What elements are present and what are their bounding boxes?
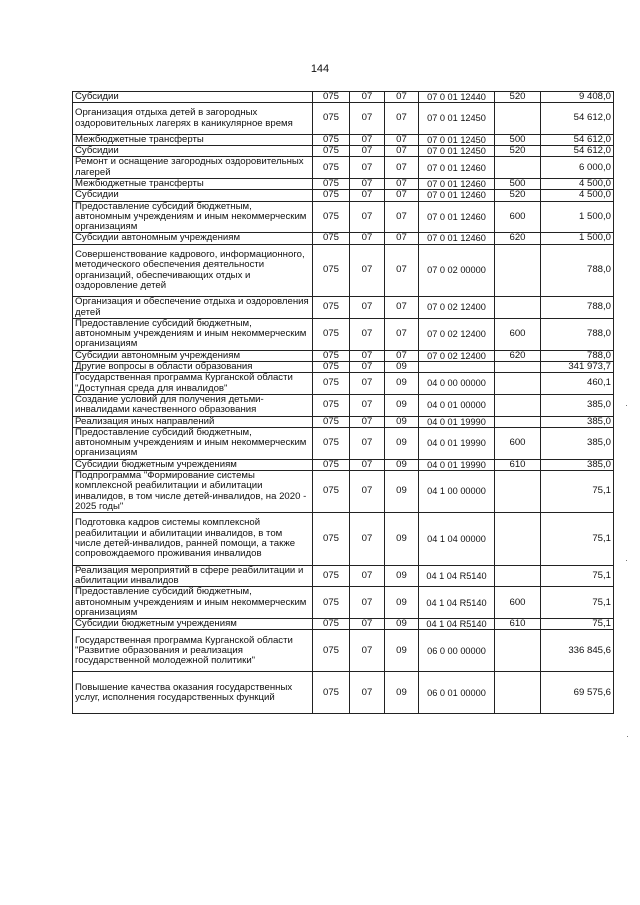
row-ved-cell: 075	[313, 672, 350, 714]
row-pr-cell: 07	[385, 134, 419, 145]
row-pr-cell: 07	[385, 318, 419, 350]
row-pr-cell: 09	[385, 459, 419, 470]
row-sum-cell: 1 500,0	[541, 233, 614, 244]
row-csr-cell: 07 0 01 12440	[419, 92, 495, 103]
row-name-cell: Субсидии	[73, 146, 313, 157]
row-rz-cell: 07	[350, 178, 385, 189]
row-vr-cell	[495, 157, 541, 179]
row-csr-cell: 07 0 02 12400	[419, 318, 495, 350]
row-pr-cell: 07	[385, 103, 419, 135]
row-ved-cell: 075	[313, 630, 350, 672]
row-csr-cell: 07 0 01 12460	[419, 157, 495, 179]
row-sum-cell: 385,0	[541, 394, 614, 416]
scan-speck	[627, 736, 628, 737]
row-csr-cell: 04 1 04 R5140	[419, 619, 495, 630]
row-pr-cell: 07	[385, 157, 419, 179]
row-name-cell: Другие вопросы в области образования	[73, 362, 313, 373]
row-sum-cell: 1 500,0	[541, 201, 614, 233]
row-pr-cell: 09	[385, 427, 419, 459]
row-sum-cell: 54 612,0	[541, 103, 614, 135]
row-csr-cell: 07 0 02 12400	[419, 297, 495, 319]
row-name-cell: Реализация иных направлений	[73, 416, 313, 427]
row-rz-cell: 07	[350, 373, 385, 395]
row-name-cell: Предоставление субсидий бюджетным, автономным учреждениям и иным некоммерческим организациям	[73, 318, 313, 350]
row-rz-cell: 07	[350, 416, 385, 427]
row-vr-cell	[495, 471, 541, 513]
row-name-cell: Субсидии	[73, 92, 313, 103]
table-row	[73, 513, 614, 566]
row-ved-cell: 075	[313, 350, 350, 361]
row-name-cell: Создание условий для получения детьми-инвалидами качественного образования	[73, 394, 313, 416]
row-sum-cell: 460,1	[541, 373, 614, 395]
row-ved-cell: 075	[313, 619, 350, 630]
row-vr-cell	[495, 513, 541, 566]
row-csr-cell: 07 0 01 12460	[419, 190, 495, 201]
row-vr-cell	[495, 297, 541, 319]
row-vr-cell: 520	[495, 92, 541, 103]
row-rz-cell: 07	[350, 146, 385, 157]
row-sum-cell: 6 000,0	[541, 157, 614, 179]
table-row	[73, 350, 614, 361]
row-name-cell: Субсидии бюджетным учреждениям	[73, 459, 313, 470]
row-pr-cell: 09	[385, 630, 419, 672]
row-csr-cell: 04 0 00 00000	[419, 373, 495, 395]
table-row	[73, 427, 614, 459]
table-row	[73, 362, 614, 373]
row-vr-cell	[495, 244, 541, 297]
row-name-cell: Субсидии автономным учреждениям	[73, 233, 313, 244]
row-vr-cell: 500	[495, 134, 541, 145]
row-pr-cell: 09	[385, 672, 419, 714]
row-vr-cell	[495, 672, 541, 714]
row-name-cell: Совершенствование кадрового, информационного, методического обеспечения деятельности организаций, обеспечивающих отдых и оздоровление детей	[73, 244, 313, 297]
table-row	[73, 318, 614, 350]
row-sum-cell: 788,0	[541, 244, 614, 297]
scan-speck	[626, 560, 627, 561]
row-pr-cell: 07	[385, 233, 419, 244]
row-csr-cell: 06 0 00 00000	[419, 630, 495, 672]
table-row	[73, 146, 614, 157]
row-ved-cell: 075	[313, 201, 350, 233]
row-pr-cell: 07	[385, 350, 419, 361]
row-vr-cell: 620	[495, 233, 541, 244]
row-name-cell: Предоставление субсидий бюджетным, автономным учреждениям и иным некоммерческим организациям	[73, 587, 313, 619]
row-vr-cell: 600	[495, 587, 541, 619]
row-name-cell: Субсидии автономным учреждениям	[73, 350, 313, 361]
row-sum-cell: 9 408,0	[541, 92, 614, 103]
row-rz-cell: 07	[350, 103, 385, 135]
row-sum-cell: 75,1	[541, 471, 614, 513]
row-ved-cell: 075	[313, 362, 350, 373]
row-rz-cell: 07	[350, 619, 385, 630]
row-name-cell: Организация отдыха детей в загородных оздоровительных лагерях в каникулярное время	[73, 103, 313, 135]
row-pr-cell: 09	[385, 362, 419, 373]
row-ved-cell: 075	[313, 565, 350, 587]
table-row	[73, 190, 614, 201]
row-csr-cell: 07 0 01 12460	[419, 201, 495, 233]
row-sum-cell: 75,1	[541, 513, 614, 566]
row-csr-cell: 07 0 02 12400	[419, 350, 495, 361]
table-row	[73, 134, 614, 145]
row-name-cell: Ремонт и оснащение загородных оздоровительных лагерей	[73, 157, 313, 179]
row-rz-cell: 07	[350, 587, 385, 619]
row-vr-cell: 610	[495, 619, 541, 630]
row-csr-cell: 04 1 04 R5140	[419, 587, 495, 619]
row-sum-cell: 54 612,0	[541, 146, 614, 157]
row-name-cell: Организация и обеспечение отдыха и оздоровления детей	[73, 297, 313, 319]
row-ved-cell: 075	[313, 513, 350, 566]
row-vr-cell	[495, 362, 541, 373]
row-sum-cell: 385,0	[541, 459, 614, 470]
row-rz-cell: 07	[350, 92, 385, 103]
row-sum-cell: 385,0	[541, 427, 614, 459]
budget-table-body	[73, 92, 614, 714]
row-vr-cell: 610	[495, 459, 541, 470]
row-csr-cell: 04 0 01 19990	[419, 427, 495, 459]
row-name-cell: Предоставление субсидий бюджетным, автономным учреждениям и иным некоммерческим организациям	[73, 427, 313, 459]
row-name-cell: Государственная программа Курганской области "Доступная среда для инвалидов"	[73, 373, 313, 395]
row-pr-cell: 09	[385, 587, 419, 619]
row-rz-cell: 07	[350, 157, 385, 179]
row-pr-cell: 09	[385, 416, 419, 427]
scan-speck	[626, 405, 627, 406]
row-csr-cell: 04 0 01 00000	[419, 394, 495, 416]
table-row	[73, 619, 614, 630]
row-name-cell: Межбюджетные трансферты	[73, 178, 313, 189]
row-ved-cell: 075	[313, 394, 350, 416]
row-sum-cell: 788,0	[541, 350, 614, 361]
row-csr-cell: 07 0 01 12450	[419, 103, 495, 135]
row-ved-cell: 075	[313, 92, 350, 103]
row-ved-cell: 075	[313, 103, 350, 135]
row-sum-cell: 788,0	[541, 318, 614, 350]
row-pr-cell: 09	[385, 565, 419, 587]
row-vr-cell: 600	[495, 427, 541, 459]
table-row	[73, 157, 614, 179]
table-row	[73, 416, 614, 427]
row-pr-cell: 07	[385, 92, 419, 103]
table-row	[73, 565, 614, 587]
row-sum-cell: 69 575,6	[541, 672, 614, 714]
row-sum-cell: 75,1	[541, 587, 614, 619]
row-vr-cell: 620	[495, 350, 541, 361]
row-sum-cell: 4 500,0	[541, 190, 614, 201]
row-ved-cell: 075	[313, 471, 350, 513]
row-sum-cell: 4 500,0	[541, 178, 614, 189]
table-row	[73, 672, 614, 714]
row-rz-cell: 07	[350, 318, 385, 350]
row-rz-cell: 07	[350, 190, 385, 201]
row-csr-cell: 04 1 00 00000	[419, 471, 495, 513]
row-vr-cell: 520	[495, 190, 541, 201]
row-csr-cell: 04 0 01 19990	[419, 459, 495, 470]
row-pr-cell: 09	[385, 394, 419, 416]
row-csr-cell: 04 0 01 19990	[419, 416, 495, 427]
row-ved-cell: 075	[313, 587, 350, 619]
row-name-cell: Государственная программа Курганской области "Развитие образования и реализация государственной молодежной политики"	[73, 630, 313, 672]
row-name-cell: Субсидии бюджетным учреждениям	[73, 619, 313, 630]
row-vr-cell: 600	[495, 318, 541, 350]
row-vr-cell	[495, 394, 541, 416]
row-vr-cell	[495, 565, 541, 587]
row-rz-cell: 07	[350, 459, 385, 470]
row-name-cell: Предоставление субсидий бюджетным, автономным учреждениям и иным некоммерческим организациям	[73, 201, 313, 233]
row-rz-cell: 07	[350, 672, 385, 714]
row-rz-cell: 07	[350, 233, 385, 244]
row-csr-cell: 06 0 01 00000	[419, 672, 495, 714]
row-name-cell: Межбюджетные трансферты	[73, 134, 313, 145]
row-csr-cell: 07 0 01 12450	[419, 146, 495, 157]
row-vr-cell: 520	[495, 146, 541, 157]
row-ved-cell: 075	[313, 244, 350, 297]
table-row	[73, 394, 614, 416]
row-name-cell: Подготовка кадров системы комплексной реабилитации и абилитации инвалидов, в том числе детей-инвалидов, ранней помощи, а также сопровождаемого проживания инвалидов	[73, 513, 313, 566]
table-row	[73, 587, 614, 619]
row-vr-cell	[495, 630, 541, 672]
table-row	[73, 201, 614, 233]
row-pr-cell: 07	[385, 201, 419, 233]
row-ved-cell: 075	[313, 233, 350, 244]
row-sum-cell: 75,1	[541, 565, 614, 587]
row-pr-cell: 09	[385, 619, 419, 630]
row-pr-cell: 09	[385, 513, 419, 566]
table-row	[73, 233, 614, 244]
row-rz-cell: 07	[350, 362, 385, 373]
row-sum-cell: 385,0	[541, 416, 614, 427]
row-rz-cell: 07	[350, 427, 385, 459]
row-pr-cell: 09	[385, 471, 419, 513]
page-number: 144	[310, 63, 330, 75]
row-sum-cell: 788,0	[541, 297, 614, 319]
row-pr-cell: 07	[385, 297, 419, 319]
row-pr-cell: 07	[385, 146, 419, 157]
row-ved-cell: 075	[313, 134, 350, 145]
row-csr-cell: 07 0 02 00000	[419, 244, 495, 297]
budget-table	[72, 91, 614, 714]
row-sum-cell: 75,1	[541, 619, 614, 630]
row-ved-cell: 075	[313, 427, 350, 459]
row-pr-cell: 07	[385, 244, 419, 297]
row-sum-cell: 341 973,7	[541, 362, 614, 373]
row-csr-cell: 07 0 01 12460	[419, 233, 495, 244]
table-row	[73, 92, 614, 103]
row-csr-cell: 04 1 04 00000	[419, 513, 495, 566]
row-pr-cell: 09	[385, 373, 419, 395]
row-vr-cell: 500	[495, 178, 541, 189]
row-rz-cell: 07	[350, 297, 385, 319]
row-rz-cell: 07	[350, 513, 385, 566]
row-name-cell: Повышение качества оказания государственных услуг, исполнения государственных функций	[73, 672, 313, 714]
row-ved-cell: 075	[313, 157, 350, 179]
table-row	[73, 471, 614, 513]
row-ved-cell: 075	[313, 297, 350, 319]
row-rz-cell: 07	[350, 350, 385, 361]
row-csr-cell	[419, 362, 495, 373]
row-vr-cell: 600	[495, 201, 541, 233]
row-name-cell: Субсидии	[73, 190, 313, 201]
row-sum-cell: 336 845,6	[541, 630, 614, 672]
row-ved-cell: 075	[313, 190, 350, 201]
table-row	[73, 630, 614, 672]
row-ved-cell: 075	[313, 318, 350, 350]
row-name-cell: Реализация мероприятий в сфере реабилитации и абилитации инвалидов	[73, 565, 313, 587]
row-csr-cell: 07 0 01 12460	[419, 178, 495, 189]
row-rz-cell: 07	[350, 244, 385, 297]
row-pr-cell: 07	[385, 190, 419, 201]
row-rz-cell: 07	[350, 394, 385, 416]
table-row	[73, 103, 614, 135]
table-row	[73, 244, 614, 297]
row-rz-cell: 07	[350, 201, 385, 233]
row-pr-cell: 07	[385, 178, 419, 189]
row-ved-cell: 075	[313, 373, 350, 395]
row-ved-cell: 075	[313, 459, 350, 470]
row-ved-cell: 075	[313, 178, 350, 189]
table-row	[73, 178, 614, 189]
row-csr-cell: 07 0 01 12450	[419, 134, 495, 145]
row-vr-cell	[495, 373, 541, 395]
table-row	[73, 373, 614, 395]
table-row	[73, 297, 614, 319]
row-vr-cell	[495, 103, 541, 135]
table-row	[73, 459, 614, 470]
row-rz-cell: 07	[350, 630, 385, 672]
row-ved-cell: 075	[313, 146, 350, 157]
row-name-cell: Подпрограмма "Формирование системы комплексной реабилитации и абилитации инвалидов, в том числе детей-инвалидов, на 2020 - 2025 годы"	[73, 471, 313, 513]
row-csr-cell: 04 1 04 R5140	[419, 565, 495, 587]
row-rz-cell: 07	[350, 565, 385, 587]
row-ved-cell: 075	[313, 416, 350, 427]
row-vr-cell	[495, 416, 541, 427]
row-sum-cell: 54 612,0	[541, 134, 614, 145]
row-rz-cell: 07	[350, 471, 385, 513]
row-rz-cell: 07	[350, 134, 385, 145]
